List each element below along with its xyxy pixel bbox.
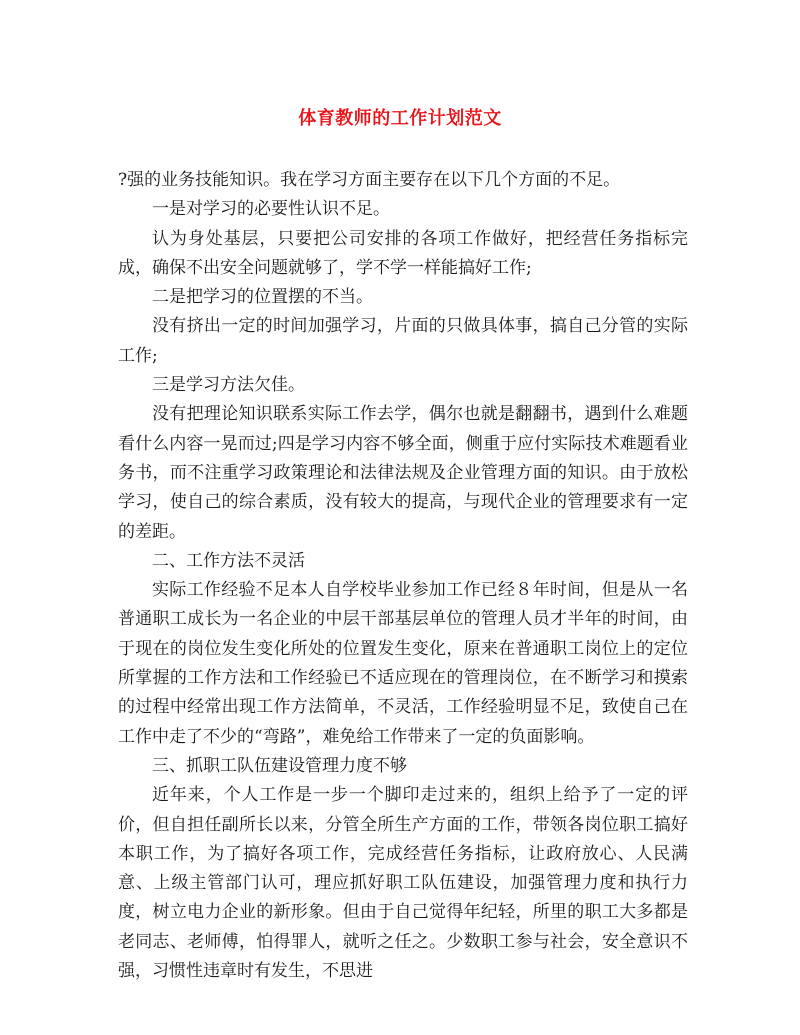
paragraph: 一是对学习的必要性认识不足。 bbox=[152, 199, 390, 220]
paragraph: 认为身处基层，只要把公司安排的各项工作做好，把经营任务指标完成，确保不出安全问题就够了，学不学一样能搞好工作; bbox=[118, 228, 688, 278]
paragraph: 没有挤出一定的时间加强学习，片面的只做具体事，搞自己分管的实际工作; bbox=[118, 316, 688, 366]
paragraph: 近年来，个人工作是一步一个脚印走过来的，组织上给予了一定的评价，但自担任副所长以来，分管全所生产方面的工作，带领各岗位职工搞好本职工作，为了搞好各项工作，完成经营任务指标，让政府放心、人民满意、上级主管部门认可，理应抓好职工队伍建设，加强管理力度和执行力度，树立电力企业的新形象。但由于自己觉得年纪轻，所里的职工大多都是老同志、老师傅，怕得罪人，就听之任之。少数职工参与社会，安全意识不强，习惯性违章时有发生，不思进 bbox=[118, 785, 688, 982]
paragraph: 二是把学习的位置摆的不当。 bbox=[152, 287, 373, 308]
document-title: 体育教师的工作计划范文 bbox=[298, 108, 502, 129]
section-heading: 二、工作方法不灵活 bbox=[152, 550, 305, 571]
document-body bbox=[118, 166, 688, 986]
paragraph: 实际工作经验不足本人自学校毕业参加工作已经８年时间，但是从一名普通职工成长为一名企业的中层干部基层单位的管理人员才半年的时间，由于现在的岗位发生变化所处的位置发生变化，原来在普通职工岗位上的定位所掌握的工作方法和工作经验已不适应现在的管理岗位，在不断学习和摸索的过程中经常出现工作方法简单，不灵活，工作经验明显不足，致使自己在工作中走了不少的“弯路”，难免给工作带来了一定的负面影响。 bbox=[118, 580, 688, 747]
paragraph: ?强的业务技能知识。我在学习方面主要存在以下几个方面的不足。 bbox=[118, 170, 621, 190]
paragraph: 没有把理论知识联系实际工作去学，偶尔也就是翻翻书，遇到什么难题看什么内容一晃而过;四是学习内容不够全面，侧重于应付实际技术难题看业务书，而不注重学习政策理论和法律法规及企业管理方面的知识。由于放松学习，使自己的综合素质，没有较大的提高，与现代企业的管理要求有一定的差距。 bbox=[118, 404, 688, 542]
section-heading: 三、抓职工队伍建设管理力度不够 bbox=[152, 755, 407, 776]
paragraph: 三是学习方法欠佳。 bbox=[152, 375, 305, 396]
